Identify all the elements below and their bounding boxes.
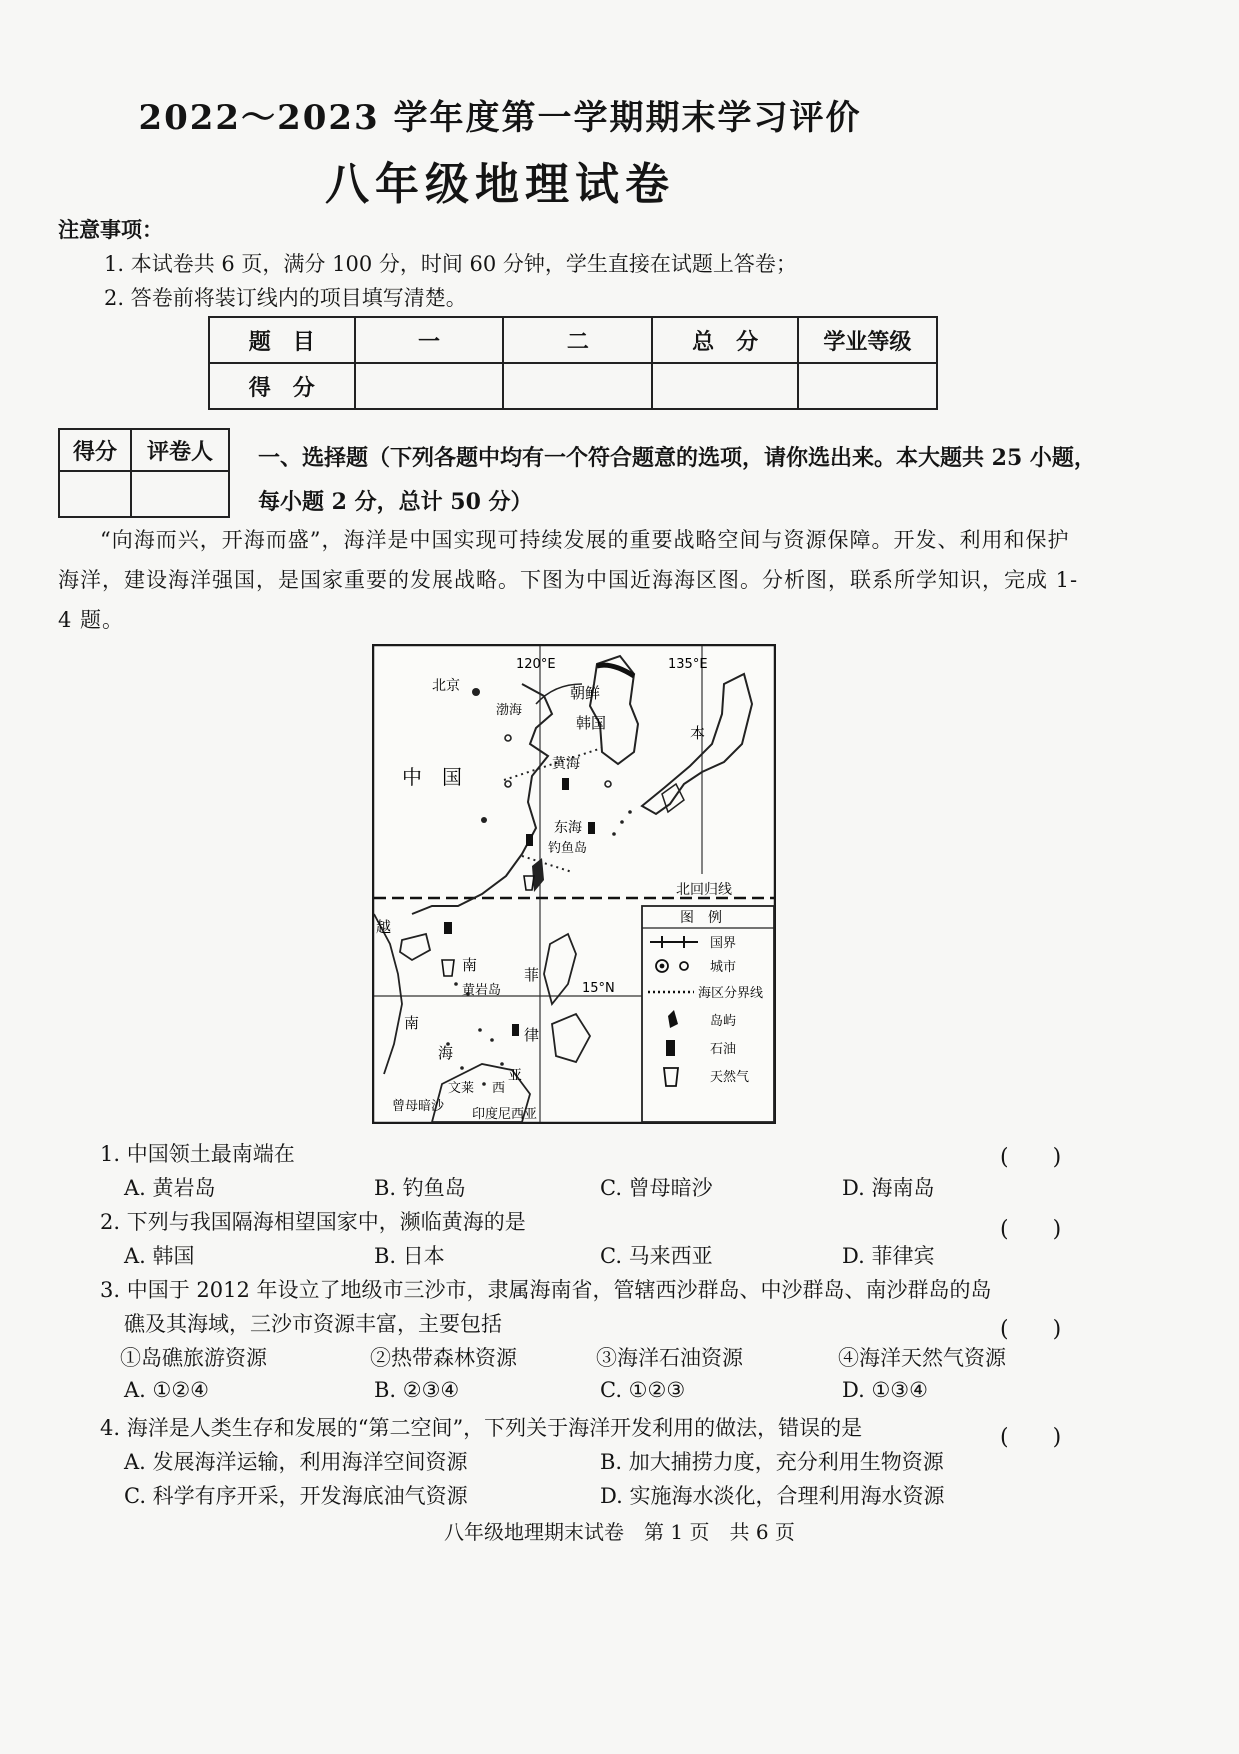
beijing-city-marker <box>472 688 480 696</box>
label-malaysia-1: 西 <box>492 1081 506 1096</box>
score-table-header-item: 题 目 <box>209 317 355 363</box>
legend-title: 图 例 <box>680 910 722 926</box>
legend-oil-symbol <box>666 1040 675 1056</box>
question-4-answer-blank[interactable]: ( ) <box>1000 1425 1062 1450</box>
question-1-stem: 1. 中国领土最南端在 <box>100 1142 295 1166</box>
label-120e: 120°E <box>516 657 556 672</box>
question-3-option-a[interactable]: A. ①②④ <box>124 1378 209 1402</box>
legend-item-island: 岛屿 <box>710 1014 737 1029</box>
legend-item-gas: 天然气 <box>710 1070 750 1085</box>
question-3-answer-blank[interactable]: ( ) <box>1000 1317 1062 1342</box>
question-4-option-b[interactable]: B. 加大捕捞力度，充分利用生物资源 <box>600 1450 944 1474</box>
question-3-stem-continued: 礁及其海域，三沙市资源丰富，主要包括 <box>124 1312 502 1336</box>
score-cell-grade[interactable] <box>798 363 937 409</box>
grader-box-grader-cell[interactable] <box>131 471 229 517</box>
label-vietnam: 越 <box>376 918 392 936</box>
label-philippines-2: 律 <box>524 1026 540 1044</box>
oil-symbol <box>588 822 595 834</box>
question-1-option-c[interactable]: C. 曾母暗沙 <box>600 1176 713 1200</box>
question-1-option-b[interactable]: B. 钓鱼岛 <box>374 1176 466 1200</box>
label-15n: 15°N <box>582 981 615 996</box>
grader-box <box>58 428 230 518</box>
notice-heading: 注意事项： <box>58 217 163 242</box>
question-3-item-2: ②热带森林资源 <box>370 1346 517 1370</box>
question-1-option-d[interactable]: D. 海南岛 <box>842 1176 935 1200</box>
label-philippines: 菲 <box>524 966 540 984</box>
oil-symbol <box>526 834 533 846</box>
score-table-header-part2: 二 <box>503 317 652 363</box>
score-table-header-part1: 一 <box>355 317 504 363</box>
score-cell-part2[interactable] <box>503 363 652 409</box>
question-3-option-b[interactable]: B. ②③④ <box>374 1378 460 1402</box>
question-3-stem: 3. 中国于 2012 年设立了地级市三沙市，隶属海南省，管辖西沙群岛、中沙群岛、南沙群岛的岛 <box>100 1278 992 1302</box>
label-china: 中 国 <box>402 765 462 789</box>
legend-item-city: 城市 <box>710 960 737 975</box>
question-2-option-d[interactable]: D. 菲律宾 <box>842 1244 935 1268</box>
score-table-header-total: 总 分 <box>652 317 798 363</box>
label-brunei: 文莱 <box>448 1081 475 1096</box>
question-3-item-4: ④海洋天然气资源 <box>838 1346 1006 1370</box>
question-4-option-a[interactable]: A. 发展海洋运输，利用海洋空间资源 <box>124 1450 468 1474</box>
question-3-item-3: ③海洋石油资源 <box>596 1346 743 1370</box>
grader-box-grader-label: 评卷人 <box>131 429 229 471</box>
question-2-answer-blank[interactable]: ( ) <box>1000 1217 1062 1242</box>
question-2-option-c[interactable]: C. 马来西亚 <box>600 1244 713 1268</box>
label-south-sea-3: 海 <box>438 1044 454 1062</box>
question-4-option-c[interactable]: C. 科学有序开采，开发海底油气资源 <box>124 1484 468 1508</box>
label-tropic: 北回归线 <box>676 882 732 898</box>
label-yellow-sea: 黄海 <box>552 756 580 772</box>
grader-box-score-cell[interactable] <box>59 471 131 517</box>
question-2-stem: 2. 下列与我国隔海相望国家中，濒临黄海的是 <box>100 1210 526 1234</box>
label-east-sea: 东海 <box>554 820 582 836</box>
question-3-option-d[interactable]: D. ①③④ <box>842 1378 928 1402</box>
label-malaysia-2: 亚 <box>508 1068 522 1084</box>
label-indonesia: 印度尼西亚 <box>472 1107 538 1122</box>
section1-instructions: 一、选择题（下列各题中均有一个符合题意的选项，请你选出来。本大题共 25 小题，每小题 2 分，总计 50 分） <box>258 445 1096 515</box>
label-diaoyu: 钓鱼岛 <box>548 841 588 856</box>
label-bohai: 渤海 <box>496 703 523 718</box>
question-4-stem: 4. 海洋是人类生存和发展的“第二空间”，下列关于海洋开发利用的做法，错误的是 <box>100 1416 863 1440</box>
exam-title-line1: 2022～2023 学年度第一学期期末学习评价 <box>138 98 862 138</box>
label-beijing: 北京 <box>432 678 460 694</box>
question-4-option-d[interactable]: D. 实施海水淡化，合理利用海水资源 <box>600 1484 945 1508</box>
city-marker <box>481 817 487 823</box>
label-south-sea-2: 南 <box>404 1014 420 1032</box>
label-south-sea-1: 南 <box>462 956 478 974</box>
question-1-answer-blank[interactable]: ( ) <box>1000 1145 1062 1170</box>
legend-item-border: 国界 <box>710 936 737 951</box>
label-korea-n: 朝鲜 <box>570 684 601 702</box>
question-3-item-1: ①岛礁旅游资源 <box>120 1346 267 1370</box>
label-135e: 135°E <box>668 657 708 672</box>
label-korea-s: 韩国 <box>576 714 607 732</box>
page-footer: 八年级地理期末试卷 第 1 页 共 6 页 <box>444 1520 795 1544</box>
map-legend <box>642 906 774 1122</box>
grader-box-score-label: 得分 <box>59 429 131 471</box>
intro-paragraph: “向海而兴，开海而盛”，海洋是中国实现可持续发展的重要战略空间与资源保障。开发、利用和保护海洋，建设海洋强国，是国家重要的发展战略。下图为中国近海海区图。分析图，联系所学知识，完成 1-4 题。 <box>58 528 1079 632</box>
oil-symbol <box>444 922 452 934</box>
score-cell-part1[interactable] <box>355 363 504 409</box>
score-table-score-label: 得 分 <box>209 363 355 409</box>
question-2-option-a[interactable]: A. 韩国 <box>124 1244 195 1268</box>
china-seas-map <box>372 644 776 1124</box>
score-table-header-grade: 学业等级 <box>798 317 937 363</box>
label-japan: 本 <box>690 724 706 742</box>
exam-title-line2: 八年级地理试卷 <box>325 159 675 210</box>
notice-item-2: 2. 答卷前将装订线内的项目填写清楚。 <box>104 286 467 310</box>
oil-symbol <box>562 778 569 790</box>
question-1-option-a[interactable]: A. 黄岩岛 <box>124 1176 216 1200</box>
question-2-option-b[interactable]: B. 日本 <box>374 1244 445 1268</box>
score-cell-total[interactable] <box>652 363 798 409</box>
score-table <box>208 316 938 410</box>
legend-item-oil: 石油 <box>710 1042 737 1057</box>
label-huangyan: 黄岩岛 <box>462 983 502 998</box>
legend-item-boundary: 海区分界线 <box>698 986 764 1001</box>
question-3-option-c[interactable]: C. ①②③ <box>600 1378 686 1402</box>
oil-symbol <box>512 1024 519 1036</box>
label-zengmu: 曾母暗沙 <box>392 1099 445 1114</box>
notice-item-1: 1. 本试卷共 6 页，满分 100 分，时间 60 分钟，学生直接在试题上答卷； <box>104 252 797 276</box>
